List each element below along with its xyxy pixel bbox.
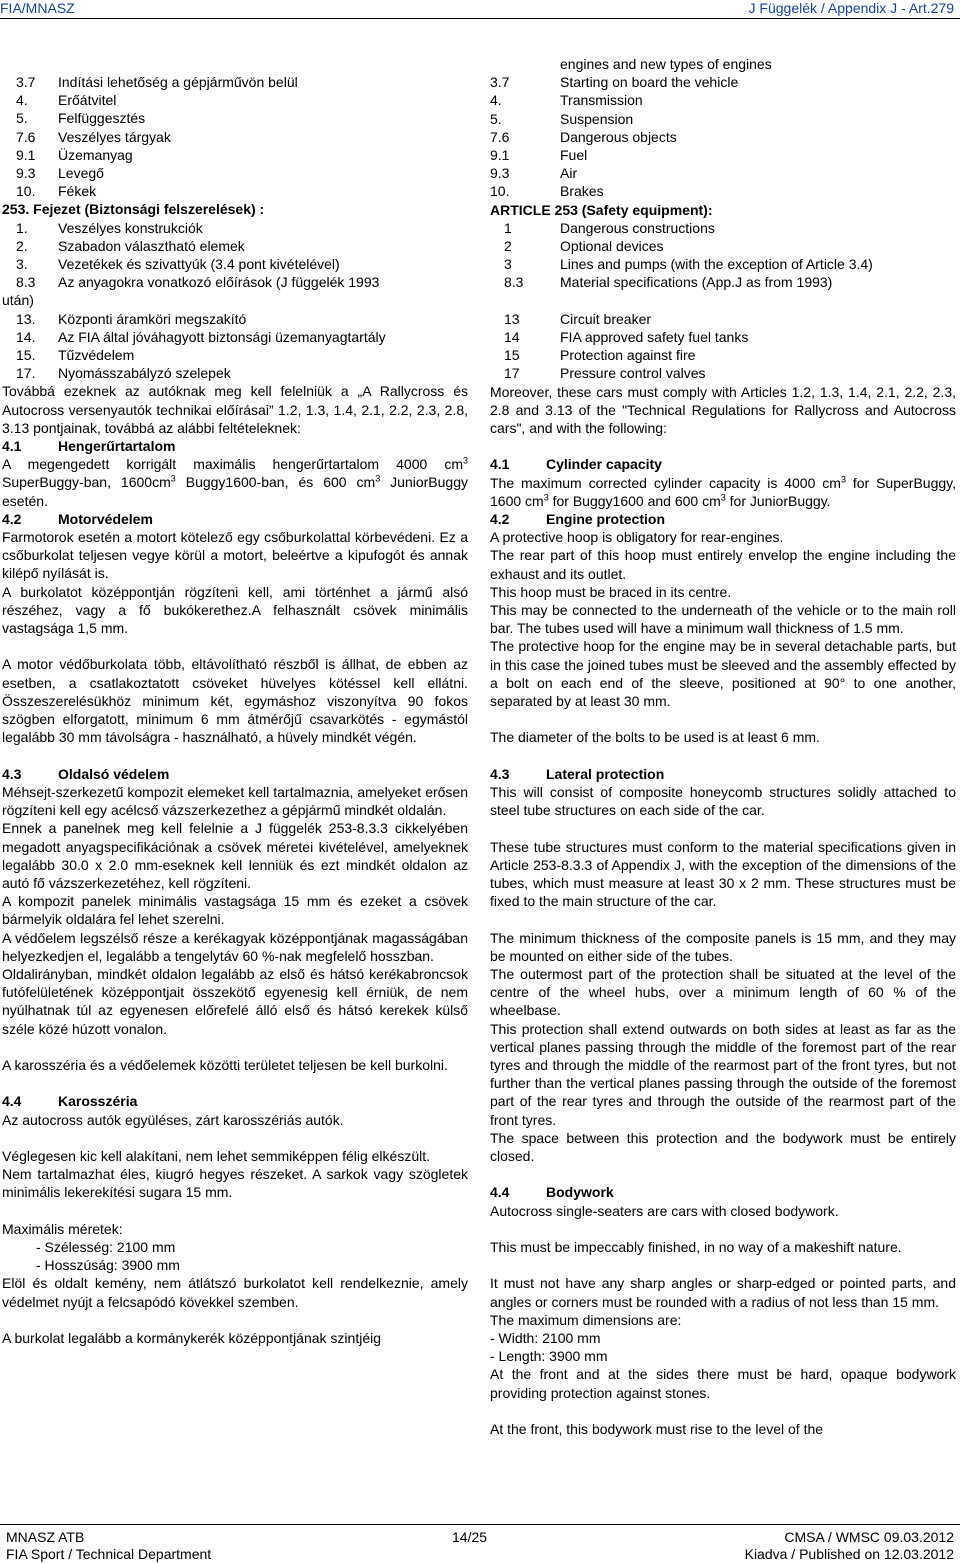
footer-right: CMSA / WMSC 09.03.2012 Kiadva / Published on 12.03.2012 (744, 1529, 954, 1562)
list-item: 17. Nyomásszabályzó szelepek (16, 365, 231, 382)
list-item: 8.3 Az anyagokra vonatkozó előírások (J függelék 1993 (16, 274, 380, 291)
paragraph: At the front, this bodywork must rise to the level of the (490, 1421, 824, 1438)
list-item: 14 FIA approved safety fuel tanks (504, 329, 749, 346)
list-item: 10. Fékek (16, 183, 97, 200)
section-heading-4-1: 4.1 Hengerűrtartalom (2, 438, 176, 455)
paragraph: A kompozit panelek minimális vastagsága 15 mm és ezeket a csövek bármelyik oldalára fel lehet szerelni. (2, 893, 468, 928)
list-item: 15. Tűzvédelem (16, 347, 135, 364)
intro-paragraph: Továbbá ezeknek az autóknak meg kell felelniük a „A Rallycross és Autocross versenyautók technikai előírásai” 1.2, 1.3, 1.4, 2.1, 2.2, 2.3, 2.8, 3.13 pontjainak, továbbá az alábbi feltételeknek: (2, 383, 468, 436)
list-item: 1. Veszélyes konstrukciók (16, 219, 203, 236)
list-item: 9.3 Levegő (16, 165, 104, 182)
paragraph: The outermost part of the protection shall be situated at the level of the centre of the wheel hubs, over a minimum length of 60 % of the wheelbase. (490, 966, 956, 1019)
page-number: 14/25 (452, 1529, 488, 1545)
article-253-heading: 253. Fejezet (Biztonsági felszerelések) : (2, 201, 265, 218)
list-item: 5. Felfüggesztés (16, 110, 146, 127)
paragraph: The protective hoop for the engine may be in several detachable parts, but in this case the joined tubes must be sleeved and the assembly effected by a bolt on each end of the sleeve, positioned at 90° to one another, separated by at least 30 mm. (490, 638, 956, 710)
paragraph: The maximum corrected cylinder capacity is 4000 $cm^3$ for SuperBuggy, 1600 $cm^3$ for Buggy1600 and 600 $cm^3$ for JuniorBuggy. (490, 473, 956, 509)
list-item: 4. Erőátvitel (16, 92, 117, 109)
header-left: FIA/MNASZ (0, 0, 75, 16)
list-item: 9.1 Üzemanyag (16, 146, 133, 163)
list-item: 2 Optional devices (504, 238, 664, 255)
hungarian-column (2, 55, 468, 1347)
list-item: 17 Pressure control valves (504, 365, 706, 382)
paragraph: This will consist of composite honeycomb structures solidly attached to steel tube structures on each side of the car. (490, 784, 956, 819)
paragraph: The rear part of this hoop must entirely envelop the engine including the exhaust and its outlet. (490, 547, 956, 582)
paragraph: This may be connected to the underneath of the vehicle or to the main roll bar. The tubes used will have a minimum wall thickness of 1.5 mm. (490, 602, 956, 637)
list-item: 9.3 Air (490, 165, 578, 182)
list-continuation: után) (2, 292, 34, 309)
page-footer (0, 1524, 960, 1562)
section-heading-4-4: 4.4 Bodywork (490, 1184, 614, 1201)
paragraph: Ennek a panelnek meg kell felelnie a J függelék 253-8.3.3 cikkelyében megadott anyagspecifikációnak a csövek méretei kivételével, amelyeknek legalább 30.0 x 2.0 mm-eseknek kell lenniük és ezt mindkét oldalon az autó fő vázszerkezetéhez, kell rögzíteni. (2, 820, 468, 891)
list-item: 10. Brakes (490, 183, 604, 200)
intro-paragraph: Moreover, these cars must comply with Articles 1.2, 1.3, 1.4, 2.1, 2.2, 2.3, 2.8 and 3.13 of the "Technical Regulations for Rallycross and Autocross cars", and with the following: (490, 383, 956, 437)
dimension-width: - Szélesség: 2100 mm (36, 1238, 176, 1255)
paragraph: A motor védőburkolata több, eltávolítható részből is állhat, de ebben az esetben, a csatlakoztatott csöveket hüvelyes kötéssel kell ellátni. Összeszerelésükhöz minimum két, egymáshoz viszonyítva 90 fokos szögben elforgatott, minimum 6 mm átmérőjű csavarkötés - egymástól legalább 30 mm távolságra - használható, a hüvely mindkét végén. (2, 656, 468, 746)
list-item: 3.7 Starting on board the vehicle (490, 74, 739, 91)
section-heading-4-4: 4.4 Karosszéria (2, 1093, 138, 1110)
paragraph: A védőelem legszélső része a kerékagyak középpontjának magasságában helyezkedjen el, legalább a tengelytáv 60 %-nak megfelelő hosszban. (2, 929, 468, 964)
list-item: 8.3 Material specifications (App.J as from 1993) (504, 274, 833, 291)
dimension-length: - Hosszúság: 3900 mm (36, 1257, 180, 1274)
paragraph: Elöl és oldalt kemény, nem átlátszó burkolatot kell rendelkeznie, amely védelmet nyújt a felcsapódó kövekkel szemben. (2, 1275, 468, 1310)
paragraph: Az autocross autók együléses, zárt karosszériás autók. (2, 1111, 344, 1128)
paragraph: The maximum dimensions are: (490, 1311, 682, 1328)
paragraph: A megengedett korrigált maximális hengerűrtartalom 4000 $cm^3$ SuperBuggy-ban, $1600cm^3$ Buggy1600-ban, és 600 $cm^3$ JuniorBuggy esetén. (2, 455, 468, 509)
list-item: 7.6 Dangerous objects (490, 128, 677, 145)
header-right: J Függelék / Appendix J - Art.279 (748, 0, 954, 16)
list-item: 3. Vezetékek és szivattyúk (3.4 pont kivételével) (16, 256, 340, 273)
paragraph: A burkolatot középpontján rögzíteni kell, ami történhet a jármű alsó részéhez, vagy a fő bukókerethez.A felhasznált csövek minimális vastagsága 1,5 mm. (2, 583, 468, 637)
continued-line: engines and new types of engines (560, 56, 772, 72)
list-item: 1 Dangerous constructions (504, 219, 715, 236)
list-item: 13. Központi áramköri megszakító (16, 310, 247, 327)
english-column (490, 55, 956, 1438)
dimension-length: - Length: 3900 mm (490, 1348, 608, 1365)
paragraph: Farmotorok esetén a motort kötelező egy csőburkolattal körbevédeni. Ez a csőburkolat teljesen vegye körül a motort, beleértve a kipufogót és annak kilépő nyílását is. (2, 529, 468, 582)
paragraph: A protective hoop is obligatory for rear-engines. (490, 529, 784, 546)
article-253-heading: ARTICLE 253 (Safety equipment): (490, 201, 713, 218)
paragraph: These tube structures must conform to the material specifications given in Article 253-8.3.3 of Appendix J, with the exception of the dimensions of the tubes, which must measure at least 30 x 2 mm. These structures must be fixed to the main structure of the car. (490, 838, 956, 910)
section-heading-4-1: 4.1 Cylinder capacity (490, 456, 662, 473)
paragraph: A burkolat legalább a kormánykerék középpontjának szintjéig (2, 1329, 382, 1346)
paragraph: This protection shall extend outwards on both sides at least as far as the vertical planes passing through the middle of the foremost part of the rear tyres and through the middle of the rearmost part of the front tyres, but not further than the vertical planes passing through the outside of the foremost part of the rear tyres and through the outside of the rearmost part of the front tyres. (490, 1020, 956, 1128)
list-item: 9.1 Fuel (490, 147, 588, 164)
paragraph: Véglegesen kic kell alakítani, nem lehet semmiképpen félig elkészült. (2, 1147, 431, 1164)
paragraph: This must be impeccably finished, in no way of a makeshift nature. (490, 1239, 902, 1256)
paragraph: It must not have any sharp angles or sharp-edged or pointed parts, and angles or corners must be rounded with a radius of not less than 15 mm. (490, 1275, 956, 1310)
list-item: 3.7 Indítási lehetőség a gépjárművön belül (16, 74, 298, 90)
section-heading-4-3: 4.3 Lateral protection (490, 765, 665, 782)
dimension-width: - Width: 2100 mm (490, 1330, 601, 1347)
page-header (0, 0, 960, 19)
paragraph: Autocross single-seaters are cars with closed bodywork. (490, 1202, 839, 1219)
list-item: 7.6 Veszélyes tárgyak (16, 128, 171, 145)
paragraph: Nem tartalmazhat éles, kiugró hegyes részeket. A sarkok vagy szögletek minimális lekerekítési sugara 15 mm. (2, 1166, 468, 1201)
list-item: 3 Lines and pumps (with the exception of Article 3.4) (504, 256, 873, 273)
section-heading-4-3: 4.3 Oldalsó védelem (2, 765, 170, 782)
paragraph: The diameter of the bolts to be used is at least 6 mm. (490, 729, 820, 746)
section-heading-4-2: 4.2 Engine protection (490, 511, 665, 528)
paragraph: The space between this protection and the bodywork must be entirely closed. (490, 1129, 956, 1165)
paragraph: Maximális méretek: (2, 1220, 123, 1237)
list-item: 5. Suspension (490, 110, 634, 127)
list-item: 2. Szabadon választható elemek (16, 237, 245, 254)
list-item: 15 Protection against fire (504, 347, 696, 364)
paragraph: At the front and at the sides there must be hard, opaque bodywork providing protection against stones. (490, 1366, 956, 1401)
paragraph: The minimum thickness of the composite panels is 15 mm, and they may be mounted on either side of the tubes. (490, 929, 956, 964)
section-heading-4-2: 4.2 Motorvédelem (2, 510, 153, 527)
list-item: 13 Circuit breaker (504, 310, 652, 327)
paragraph: Méhsejt-szerkezetű kompozit elemeket kell tartalmaznia, amelyeket erősen rögzíteni kell egy acélcső vázszerkezethez a gépjármű mindkét oldalán. (2, 783, 468, 819)
paragraph: Oldalirányban, mindkét oldalon legalább az első és hátsó kerékabroncsok futófelületének középpontjait összekötő egyenesig kell érniük, de nem nyúlhatnak túl az egyenesen előrefelé álló első és hátsó kerekek külső széle közé húzott vonalon. (2, 965, 468, 1037)
paragraph: A karosszéria és a védőelemek közötti területet teljesen be kell burkolni. (2, 1056, 448, 1073)
list-item: 4. Transmission (490, 92, 643, 109)
footer-left: MNASZ ATB FIA Sport / Technical Department (6, 1529, 212, 1562)
paragraph: This hoop must be braced in its centre. (490, 583, 732, 600)
list-item: 14. Az FIA által jóváhagyott biztonsági üzemanyagtartály (16, 328, 386, 345)
